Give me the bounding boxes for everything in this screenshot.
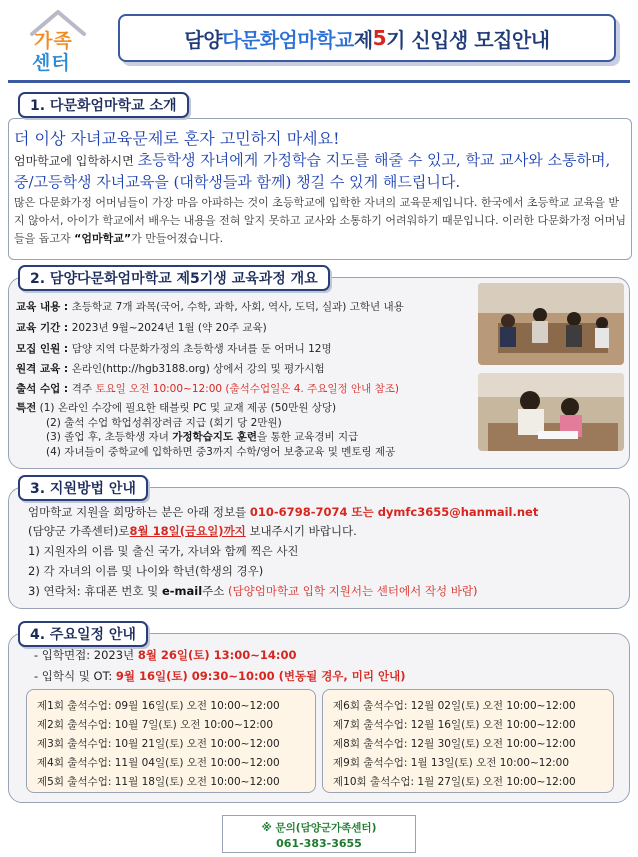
course-key: 원격 교육 : — [16, 363, 72, 375]
apply-line2 — [28, 523, 357, 539]
logo-line1-text: 가족 — [34, 30, 73, 52]
course-value: 2023년 9월~2024년 1월 (약 20주 교육) — [71, 322, 267, 334]
interview-date — [34, 647, 297, 663]
course-key: 교육 기간 : — [16, 322, 72, 334]
contact-box — [222, 815, 416, 853]
schedule-right — [322, 689, 614, 793]
logo-line2-text: 센터 — [32, 52, 71, 74]
apply-item-3 — [28, 583, 477, 599]
schedule-item: 제8회 출석수업: 12월 30일(토) 오전 10:00~12:00 — [333, 738, 576, 750]
title-part-b: 다문화엄마학교 — [222, 27, 354, 52]
family-center-logo — [22, 8, 94, 72]
attendance-time: 토요일 오전 10:00~12:00 (출석수업일은 4. 주요일정 안내 참조) — [95, 383, 399, 395]
course-value: 초등학교 7개 과목(국어, 수학, 과학, 사회, 역사, 도덕, 실과) 고학년 내용 — [71, 301, 404, 313]
schedule-left — [26, 689, 316, 793]
schedule-item: 제9회 출석수업: 1월 13일(토) 오전 10:00~12:00 — [333, 757, 570, 769]
schedule-item: 제10회 출석수업: 1월 27일(토) 오전 10:00~12:00 — [333, 776, 576, 788]
interview-time: 8월 26일(토) 13:00~14:00 — [137, 648, 297, 662]
apply-item-2: 2) 각 자녀의 이름 및 나이와 학년(학생의 경우) — [28, 564, 264, 578]
section1-p2-end: 가 만들어졌습니다. — [131, 232, 224, 245]
class-photo-1 — [478, 283, 624, 365]
course-value: 담양 지역 다문화가정의 초등학생 자녀를 둔 어머니 12명 — [71, 343, 332, 355]
course-key: 교육 내용 : — [16, 301, 72, 313]
mother-child-photo-image — [478, 373, 624, 451]
ot-label: - 입학식 및 OT: — [34, 669, 116, 683]
apply-intro: 엄마학교 지원을 희망하는 분은 아래 정보를 — [28, 505, 250, 519]
apply-contact: 010-6798-7074 또는 dymfc3655@hanmail.net — [249, 505, 539, 519]
interview-label: - 입학면접: 2023년 — [34, 648, 138, 662]
benefit-item: (2) 출석 수업 학업성취장려금 지급 (회기 당 2만원) — [46, 416, 282, 429]
apply-center: (담양군 가족센터)로 — [28, 524, 130, 538]
ot-date — [34, 668, 405, 684]
title-part-a: 담양 — [184, 27, 223, 52]
apply-item3-note: (담양엄마학교 입학 지원서는 센터에서 작성 바람) — [228, 584, 478, 598]
apply-request: 보내주시기 바랍니다. — [245, 524, 357, 538]
schedule-item: 제3회 출석수업: 10월 21일(토) 오전 10:00~12:00 — [37, 738, 280, 750]
schedule-item: 제5회 출석수업: 11월 18일(토) 오전 10:00~12:00 — [37, 776, 280, 788]
section4-label: 4. 주요일정 안내 — [18, 621, 148, 647]
section1-p1-body: 초등학생 자녀에게 가정학습 지도를 해줄 수 있고, 학교 교사와 소통하며, 중/고등학생 자녀교육을 (대학생들과 함께) 챙길 수 있게 해드립니다. — [14, 151, 611, 191]
benefit-item-bold: 가정학습지도 훈련 — [172, 431, 257, 443]
benefits-list — [16, 401, 395, 459]
schedule-item: 제2회 출석수업: 10월 7일(토) 오전 10:00~12:00 — [37, 719, 274, 731]
attendance-biweekly: 격주 — [71, 383, 96, 395]
benefit-item: (1) 온라인 수강에 필요한 태블릿 PC 및 교재 제공 (50만원 상당) — [39, 402, 337, 414]
benefit-item: (4) 자녀들이 중학교에 입학하면 중3까지 수학/영어 보충교육 및 멘토링 제공 — [46, 445, 396, 458]
class-photo-2 — [478, 373, 624, 451]
header-divider — [8, 80, 630, 83]
benefit-item: (3) 졸업 후, 초등학생 자녀 — [46, 431, 173, 443]
classroom-photo-image — [478, 283, 624, 365]
course-value: 온라인(http://hgb3188.org) 상에서 강의 및 평가시험 — [71, 363, 325, 375]
schedule-item: 제6회 출석수업: 12월 02일(토) 오전 10:00~12:00 — [333, 700, 576, 712]
title-part-e: 기 신입생 모집안내 — [386, 27, 550, 52]
apply-item3-lead: 3) 연락처: 휴대폰 번호 및 — [28, 584, 162, 598]
section3-label: 3. 지원방법 안내 — [18, 475, 148, 501]
course-key: 출석 수업 : — [16, 383, 72, 395]
course-row-recruit — [16, 341, 332, 356]
course-row-attendance — [16, 381, 399, 396]
section2-label: 2. 담양다문화엄마학교 제5기생 교육과정 개요 — [18, 265, 330, 291]
section1-label: 1. 다문화엄마학교 소개 — [18, 92, 189, 118]
course-row-online — [16, 361, 325, 376]
page-title — [118, 14, 616, 62]
schedule-item: 제4회 출석수업: 11월 04일(토) 오전 10:00~12:00 — [37, 757, 280, 769]
schedule-item: 제1회 출석수업: 09월 16일(토) 오전 10:00~12:00 — [37, 700, 280, 712]
logo-text-line2 — [32, 48, 71, 75]
benefits-key: 특전 — [16, 402, 37, 414]
apply-item3-email: e-mail — [161, 584, 203, 598]
section1-p2-bold: “엄마학교” — [74, 232, 132, 245]
apply-item3-addr: 주소 — [202, 584, 229, 598]
section1-headline: 더 이상 자녀교육문제로 혼자 고민하지 마세요! — [14, 129, 340, 148]
apply-line1 — [28, 504, 538, 520]
title-part-d: 5 — [372, 26, 387, 50]
section1-p2-body: 많은 다문화가정 어머님들이 가장 마음 아파하는 것이 초등학교에 입학한 자녀의 교육문제입니다. 한국에서 초등학교 교육을 받지 않아서, 아이가 학교에서 배우는 내용을 전혀 알지 못하고 교사와 소통하기 어려워하기 때문입니다. 이러한 다문화가정 어머님들을 돕고자 — [14, 196, 626, 245]
section1-p1-lead: 엄마학교에 입학하시면 — [14, 154, 138, 168]
title-part-c: 제 — [353, 27, 373, 52]
apply-item-1: 1) 지원자의 이름 및 출신 국가, 자녀와 함께 찍은 사진 — [28, 544, 299, 558]
course-row-period — [16, 320, 267, 335]
contact-phone: 061-383-3655 — [276, 837, 362, 850]
schedule-item: 제7회 출석수업: 12월 16일(토) 오전 10:00~12:00 — [333, 719, 576, 731]
ot-time: 9월 16일(토) 09:30~10:00 (변동될 경우, 미리 안내) — [115, 669, 406, 683]
contact-label: ※ 문의(담양군가족센터) — [261, 822, 377, 834]
benefit-item-end: 을 통한 교육경비 지급 — [257, 431, 359, 443]
section1-paragraph1 — [14, 150, 628, 193]
course-key: 모집 인원 : — [16, 343, 72, 355]
section1-paragraph2 — [14, 194, 628, 248]
apply-deadline: 8월 18일(금요일)까지 — [129, 524, 246, 538]
course-row-content — [16, 299, 404, 314]
